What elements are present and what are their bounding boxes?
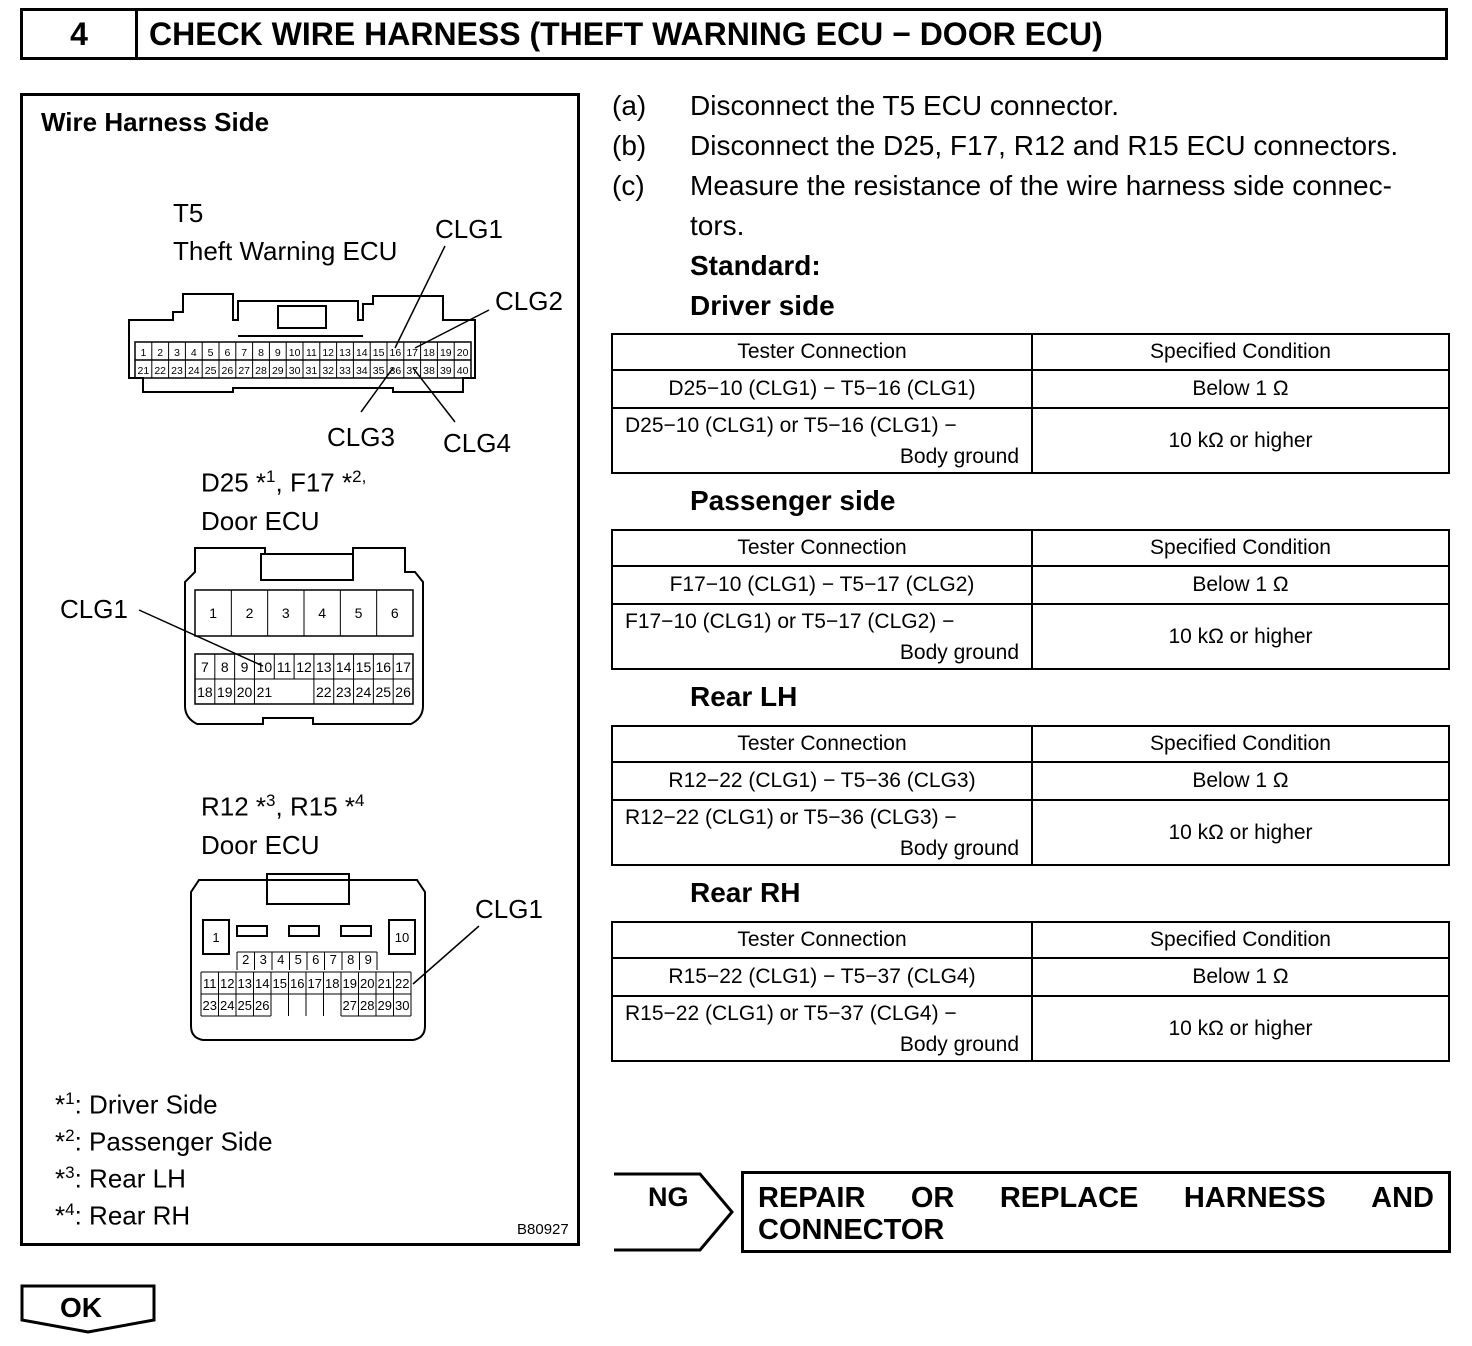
pin-number: 1 bbox=[209, 605, 218, 621]
pin-number: 12 bbox=[296, 659, 312, 675]
pin-number: 4 bbox=[318, 605, 327, 621]
pin-number: 18 bbox=[423, 347, 435, 359]
pin-number: 31 bbox=[305, 365, 318, 377]
standard-label: Standard: bbox=[690, 250, 821, 281]
step-b-text: Disconnect the D25, F17, R12 and R15 ECU connectors. bbox=[690, 130, 1399, 161]
door-rear-codes: R12 *$^3$, R15 *$^4$ bbox=[201, 791, 365, 822]
rear-rh-table bbox=[611, 921, 1450, 1062]
pin-number: 30 bbox=[288, 365, 301, 377]
pin-number: 3 bbox=[259, 952, 267, 967]
pin-number: 10 bbox=[288, 347, 301, 359]
pin-number: 7 bbox=[241, 347, 248, 359]
pin-number: 19 bbox=[216, 684, 233, 700]
pin-number: 34 bbox=[355, 365, 368, 377]
pin-number: 4 bbox=[277, 952, 285, 967]
pin-number: 24 bbox=[187, 365, 200, 377]
pin-number: 1 bbox=[140, 347, 147, 359]
driver-side-table bbox=[611, 333, 1450, 474]
step-header bbox=[20, 8, 1448, 60]
ng-label: NG bbox=[648, 1182, 689, 1212]
pin-number: 20 bbox=[360, 976, 375, 991]
step-number: 4 bbox=[23, 11, 138, 57]
pin-number: 16 bbox=[375, 659, 392, 675]
pin-number: 15 bbox=[272, 976, 287, 991]
footnote-1: *$^1$: Driver Side bbox=[55, 1089, 218, 1120]
pin-number: 17 bbox=[406, 347, 419, 359]
pin-number: 8 bbox=[347, 952, 355, 967]
pin-number: 12 bbox=[220, 976, 235, 991]
t5-latch bbox=[278, 306, 326, 328]
pin-number: 11 bbox=[276, 659, 292, 675]
pin-number: 21 bbox=[377, 976, 392, 991]
pin-number: 1 bbox=[212, 930, 220, 945]
pin-number: 2 bbox=[242, 952, 250, 967]
pin-number: 14 bbox=[255, 976, 270, 991]
pin-number: 2 bbox=[157, 347, 164, 359]
pin-number: 15 bbox=[372, 347, 385, 359]
pin-number: 6 bbox=[224, 347, 231, 359]
pin-number: 7 bbox=[329, 952, 337, 967]
pin-number: 6 bbox=[390, 605, 399, 621]
col-header: Tester Connection bbox=[612, 726, 1032, 762]
section-rear-rh: Rear RH bbox=[690, 877, 801, 908]
pin-number: 15 bbox=[355, 659, 372, 675]
pin-number: 29 bbox=[377, 998, 392, 1013]
pin-number: 4 bbox=[190, 347, 197, 359]
ng-action-line1: REPAIR OR REPLACE HARNESS AND bbox=[758, 1182, 1434, 1214]
pin-number: 9 bbox=[274, 347, 281, 359]
pin-number: 32 bbox=[322, 365, 335, 377]
section-rear-lh: Rear LH bbox=[690, 681, 798, 712]
pin-number: 22 bbox=[154, 365, 167, 377]
ok-label: OK bbox=[60, 1292, 102, 1323]
pin-number: 11 bbox=[305, 347, 317, 359]
pin-number: 3 bbox=[281, 605, 290, 621]
footnote-2: *$^2$: Passenger Side bbox=[55, 1126, 273, 1157]
pin-number: 13 bbox=[237, 976, 252, 991]
clg1-label-front: CLG1 bbox=[60, 594, 128, 624]
pin-number: 19 bbox=[439, 347, 452, 359]
pin-number: 13 bbox=[339, 347, 351, 359]
pin-number: 14 bbox=[355, 347, 368, 359]
pin-number: 30 bbox=[395, 998, 410, 1013]
pin-number: 2 bbox=[245, 605, 254, 621]
pin-number: 40 bbox=[456, 365, 469, 377]
pin-number: 17 bbox=[395, 659, 411, 675]
table-cell: Below 1 Ω bbox=[1032, 762, 1449, 800]
panel-title: Wire Harness Side bbox=[41, 107, 270, 137]
clg3-label: CLG3 bbox=[327, 422, 395, 452]
pin-number: 20 bbox=[236, 684, 253, 700]
pin-number: 23 bbox=[202, 998, 217, 1013]
pin-number: 27 bbox=[238, 365, 251, 377]
door-rear-name: Door ECU bbox=[201, 830, 320, 860]
pin-number: 25 bbox=[204, 365, 217, 377]
pin-number: 18 bbox=[325, 976, 340, 991]
clg1-leader-front bbox=[139, 610, 263, 666]
clg1-leader-rear bbox=[413, 926, 479, 984]
pin-number: 22 bbox=[316, 684, 332, 700]
pin-number: 3 bbox=[174, 347, 180, 359]
table-cell: 10 kΩ or higher bbox=[1032, 604, 1449, 669]
pin-number: 17 bbox=[307, 976, 322, 991]
pin-number: 18 bbox=[197, 684, 213, 700]
door-front-name: Door ECU bbox=[201, 506, 320, 536]
pin-number: 5 bbox=[294, 952, 302, 967]
section-passenger: Passenger side bbox=[690, 485, 896, 516]
ng-action-line2: CONNECTOR bbox=[758, 1214, 945, 1246]
pin-number: 7 bbox=[201, 659, 209, 675]
pin-number: 21 bbox=[137, 365, 150, 377]
table-cell: 10 kΩ or higher bbox=[1032, 408, 1449, 473]
table-cell: R15−22 (CLG1) or T5−37 (CLG4) − Body ground bbox=[612, 996, 1032, 1061]
step-c-letter: (c) bbox=[612, 170, 645, 201]
pin-number: 37 bbox=[406, 365, 419, 377]
step-b-letter: (b) bbox=[612, 130, 647, 161]
table-cell: Below 1 Ω bbox=[1032, 566, 1449, 604]
pin-number: 10 bbox=[394, 930, 410, 945]
col-header: Tester Connection bbox=[612, 922, 1032, 958]
table-cell: Below 1 Ω bbox=[1032, 370, 1449, 408]
step-a-text: Disconnect the T5 ECU connector. bbox=[690, 90, 1120, 121]
clg4-label: CLG4 bbox=[443, 428, 511, 458]
pin-number: 36 bbox=[389, 365, 402, 377]
pin-number: 13 bbox=[316, 659, 332, 675]
clg1-label-rear: CLG1 bbox=[475, 894, 543, 924]
pin-number: 24 bbox=[355, 684, 372, 700]
pin-number: 22 bbox=[395, 976, 410, 991]
t5-code: T5 bbox=[173, 198, 204, 228]
pin-number: 16 bbox=[290, 976, 305, 991]
step-c-text-cont: tors. bbox=[690, 210, 745, 241]
col-header: Specified Condition bbox=[1032, 334, 1449, 370]
table-cell: F17−10 (CLG1) or T5−17 (CLG2) − Body ground bbox=[612, 604, 1032, 669]
footnote-3: *$^3$: Rear LH bbox=[55, 1163, 186, 1194]
door-front-codes: D25 *$^1$, F17 *$^{2,}$ bbox=[201, 467, 367, 498]
pin-number: 24 bbox=[220, 998, 235, 1013]
pin-number: 23 bbox=[335, 684, 352, 700]
pin-number: 33 bbox=[339, 365, 351, 377]
pin-number: 23 bbox=[171, 365, 183, 377]
table-cell: D25−10 (CLG1) or T5−16 (CLG1) − Body ground bbox=[612, 408, 1032, 473]
wire-harness-diagram bbox=[20, 93, 580, 1246]
table-cell: R12−22 (CLG1) or T5−36 (CLG3) − Body ground bbox=[612, 800, 1032, 865]
pin-number: 9 bbox=[364, 952, 372, 967]
pin-number: 6 bbox=[312, 952, 320, 967]
table-cell: R12−22 (CLG1) − T5−36 (CLG3) bbox=[612, 762, 1032, 800]
table-cell: D25−10 (CLG1) − T5−16 (CLG1) bbox=[612, 370, 1032, 408]
step-title: CHECK WIRE HARNESS (THEFT WARNING ECU − DOOR ECU) bbox=[149, 15, 1103, 52]
pin-number: 5 bbox=[207, 347, 214, 359]
door-rear-connector-outline bbox=[191, 874, 425, 1040]
pin-number: 8 bbox=[220, 659, 229, 675]
col-header: Specified Condition bbox=[1032, 922, 1449, 958]
pin-number: 25 bbox=[375, 684, 392, 700]
pin-number: 28 bbox=[255, 365, 267, 377]
passenger-side-table bbox=[611, 529, 1450, 670]
col-header: Specified Condition bbox=[1032, 726, 1449, 762]
table-cell: 10 kΩ or higher bbox=[1032, 800, 1449, 865]
pin-number: 35 bbox=[372, 365, 385, 377]
pin-number: 28 bbox=[360, 998, 375, 1013]
step-a-letter: (a) bbox=[612, 90, 647, 121]
pin-number: 19 bbox=[342, 976, 357, 991]
pin-number: 8 bbox=[258, 347, 264, 359]
table-cell: F17−10 (CLG1) − T5−17 (CLG2) bbox=[612, 566, 1032, 604]
clg2-label: CLG2 bbox=[495, 286, 563, 316]
pin-number: 38 bbox=[423, 365, 435, 377]
col-header: Tester Connection bbox=[612, 530, 1032, 566]
col-header: Specified Condition bbox=[1032, 530, 1449, 566]
pin-number: 14 bbox=[335, 659, 352, 675]
pin-number: 10 bbox=[256, 659, 273, 675]
connector-drawings bbox=[23, 96, 577, 1243]
pin-number: 20 bbox=[456, 347, 469, 359]
t5-name: Theft Warning ECU bbox=[173, 236, 398, 266]
pin-number: 25 bbox=[237, 998, 252, 1013]
footnote-4: *$^4$: Rear RH bbox=[55, 1200, 191, 1231]
pin-number: 27 bbox=[342, 998, 357, 1013]
table-cell: Below 1 Ω bbox=[1032, 958, 1449, 996]
figure-code: B80927 bbox=[517, 1221, 569, 1238]
pin-number: 21 bbox=[256, 684, 273, 700]
clg1-label-t5: CLG1 bbox=[435, 214, 503, 244]
pin-number: 29 bbox=[271, 365, 284, 377]
table-cell: 10 kΩ or higher bbox=[1032, 996, 1449, 1061]
ng-action-box bbox=[741, 1171, 1451, 1253]
pin-number: 5 bbox=[354, 605, 363, 621]
pin-number: 26 bbox=[221, 365, 234, 377]
pin-number: 16 bbox=[389, 347, 402, 359]
pin-number: 26 bbox=[255, 998, 270, 1013]
table-cell: R15−22 (CLG1) − T5−37 (CLG4) bbox=[612, 958, 1032, 996]
pin-number: 26 bbox=[395, 684, 411, 700]
pin-number: 11 bbox=[203, 976, 217, 991]
rear-lh-table bbox=[611, 725, 1450, 866]
section-driver: Driver side bbox=[690, 290, 835, 321]
pin-number: 12 bbox=[322, 347, 335, 359]
col-header: Tester Connection bbox=[612, 334, 1032, 370]
step-c-text: Measure the resistance of the wire harness side connec- bbox=[690, 170, 1392, 201]
pin-number: 9 bbox=[240, 659, 249, 675]
pin-number: 39 bbox=[439, 365, 452, 377]
